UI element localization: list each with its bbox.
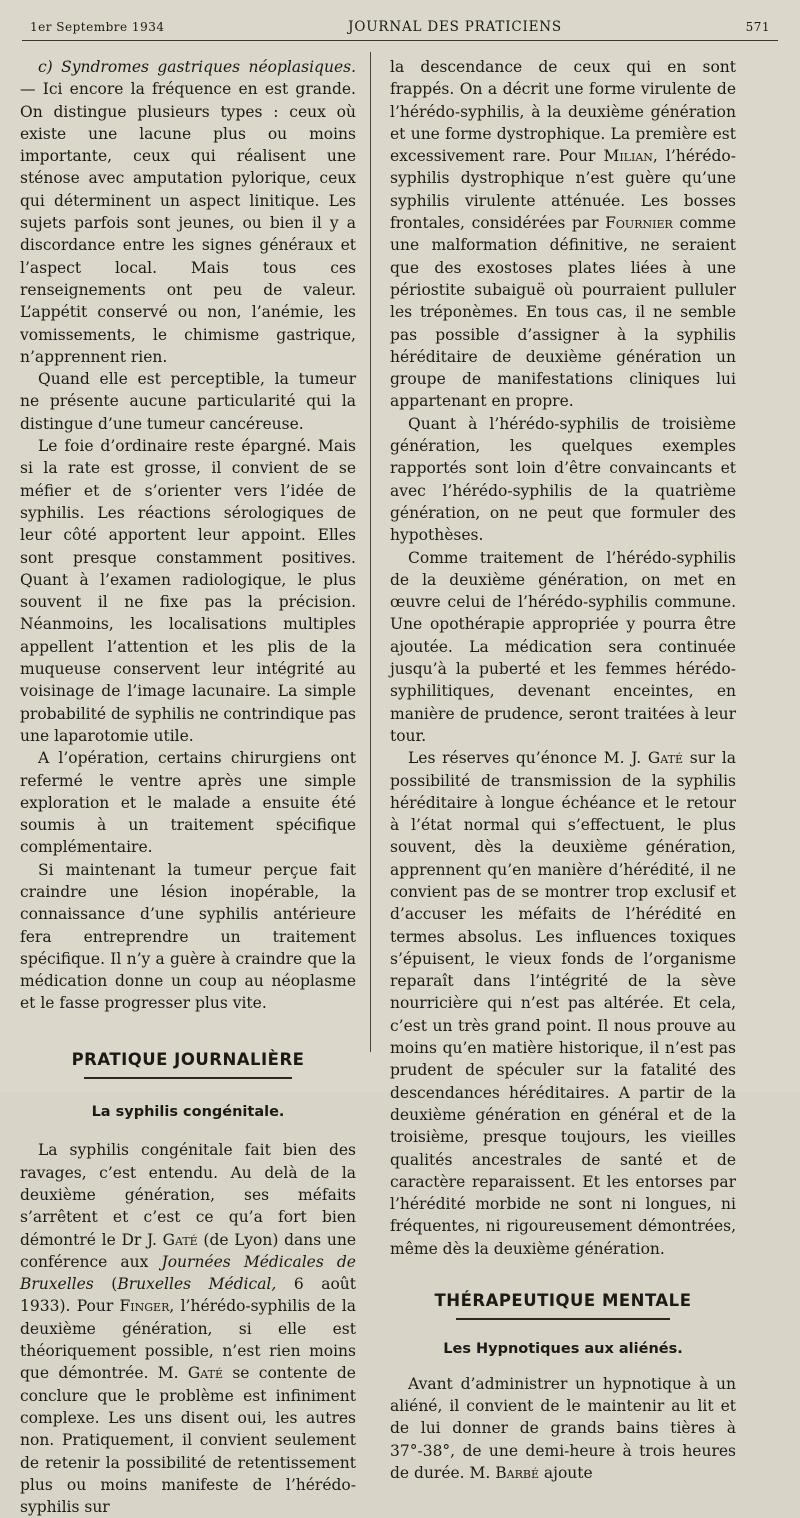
text-run: Avant d’administrer un hypnotique à un aliéné, il convient de le maintenir au lit et de lui donner de grands bains tières à 37°-38°, de une demi-heure à trois heures de durée. M. (390, 1374, 736, 1482)
text-run: , l’hérédo-syphilis de la deuxième génération, si elle est théoriquement possible, n’est rien moins que démontrée. M. (20, 1297, 356, 1383)
text-run: , l’hérédo-syphilis dystrophique n’est guère qu’une syphilis virulente atténuée. Les bosses frontales, considérées par (390, 147, 736, 233)
text-run: la descendance de ceux qui en sont frappés. On a décrit une forme virulente de l’hérédo-syphilis, à la deuxième génération et une forme dystrophique. La première est excessivement rare. Pour (390, 58, 736, 166)
author-name: Fournier (605, 214, 673, 233)
text-run: comme une malformation définitive, ne seraient que des exostoses plates liées à une périostite subaiguë où pourraient pulluler les tréponèmes. En tous cas, il ne semble pas possible d’assigner à la syphilis héréditaire de deuxième génération un groupe de manifestations cliniques lui appartenant en propre. (390, 214, 736, 411)
left-column (20, 56, 356, 1518)
paragraph (20, 56, 356, 368)
paragraph (20, 1139, 356, 1518)
section-title-therapeutique: THÉRAPEUTIQUE MENTALE (434, 1291, 692, 1311)
journal-reference: Journées Médicales de Bruxelles (20, 1252, 356, 1294)
column-divider (370, 52, 371, 1052)
paragraph: Quand elle est perceptible, la tumeur ne présente aucune particularité qui la distingue d’une tumeur cancéreuse. (20, 370, 356, 433)
author-name: Milian (603, 147, 653, 166)
header-page-number: 571 (745, 20, 770, 34)
author-name: Gaté (187, 1364, 223, 1383)
inline-heading: c) Syndromes gastriques néoplasiques. (38, 58, 356, 76)
header-journal-title: JOURNAL DES PRATICIENS (348, 19, 562, 35)
text-run: se contente de conclure que le problème est infiniment complexe. Les uns disent oui, les autres non. Pratiquement, il convient seulement de retenir la possibilité de retentissement plus ou moins manifeste de l’hérédo-syphilis sur (20, 1364, 356, 1517)
paragraph: A l’opération, certains chirurgiens ont refermé le ventre après une simple exploration et le malade a ensuite été soumis à un traitement spécifique complémentaire. (20, 749, 356, 857)
author-name: Barbé (495, 1463, 539, 1482)
paragraph (390, 1373, 736, 1484)
text-run: (de Lyon) dans une conférence aux (20, 1230, 357, 1271)
text-run: sur la possibilité de transmission de la syphilis héréditaire à longue échéance et le retour à l’état normal qui s’effectuent, le plus souvent, dès la deuxième génération, apprennent qu’en manière d’hérédité, il ne convient pas de se montrer trop exclusif et d’accuser les méfaits de l’hérédité en termes absolus. Les influences toxiques s’épuisent, le vieux fonds de l’organisme reparaît dans l’intégrité de la sève nourricière qui n’est pas altérée. Et cela, c’est un très grand point. Il nous prouve au moins qu’en matière historique, il n’est pas prudent de spéculer sur la fatalité des descendances héréditaires. A partir de la deuxième génération en général et de la troisième, presque toujours, les vieilles qualités ancestrales de santé et de caractère reparaissent. Et les entorses par l’hérédité morbide ne sont ni longues, ni fréquentes, ni rigoureusement démontrées, même dès la deuxième génération. (390, 749, 736, 1258)
page-header (30, 14, 770, 40)
text-run: ( (93, 1275, 118, 1294)
text-run: Les réserves qu’énonce M. J. (408, 749, 648, 768)
text-run: ajoute (539, 1463, 593, 1482)
section-title-pratique: PRATIQUE JOURNALIÈRE (71, 1049, 305, 1069)
text-run: La syphilis congénitale fait bien des ravages, c’est entendu. Au delà de la deuxième génération, ses méfaits s’arrêtent et c’est ce qu’a fort bien démontré le Dr J. (20, 1141, 356, 1249)
paragraph-text: — Ici encore la fréquence en est grande. On distingue plusieurs types : ceux où existe une lacune plus ou moins importante, ceux qui réalisent une sténose avec amputation pylorique, ceux qui déterminent un aspect linitique. Les sujets parfois sont jeunes, ou bien il y a discordance entre les signes généraux et l’aspect local. Mais tous ces renseignements ont peu de valeur. L’appétit conservé ou non, l’anémie, les vomissements, le chimisme gastrique, n’apprennent rien. (20, 80, 356, 366)
author-name: Gaté (162, 1230, 198, 1249)
header-rule (22, 40, 778, 41)
article-title-hypnotiques: Les Hypnotiques aux aliénés. (443, 1341, 683, 1358)
right-column (390, 56, 736, 1484)
paragraph: Quant à l’hérédo-syphilis de troisième génération, les quelques exemples rapportés sont loin d’être convaincants et avec l’hérédo-syphilis de la quatrième génération, on ne peut que formuler des hypothèses. (390, 414, 736, 545)
header-date: 1er Septembre 1934 (30, 20, 165, 34)
paragraph: Si maintenant la tumeur perçue fait craindre une lésion inopérable, la connaissance d’une syphilis antérieure fera entreprendre un traitement spécifique. Il n’y a guère à craindre que la médication donne un coup au néoplasme et le fasse progresser plus vite. (20, 860, 356, 1013)
paragraph: Le foie d’ordinaire reste épargné. Mais si la rate est grosse, il convient de se méfier et de s’orienter vers l’idée de syphilis. Les réactions sérologiques de leur côté apportent leur appoint. Elles sont presque constamment positives. Quant à l’examen radiologique, le plus souvent il ne fixe pas la précision. Néanmoins, les localisations multiples appellent l’attention et les plis de la muqueuse conservent leur intégrité au voisinage de l’image lacunaire. La simple probabilité de syphilis ne contrindique pas une laparotomie utile. (20, 437, 356, 745)
text-run: 6 août 1933). Pour (20, 1275, 357, 1316)
article-title-syphilis: La syphilis congénitale. (91, 1104, 285, 1121)
author-name: Gaté (647, 749, 684, 768)
author-name: Finger (119, 1297, 170, 1316)
journal-reference: Bruxelles Médical, (117, 1275, 277, 1294)
paragraph (390, 56, 736, 413)
paragraph (390, 747, 736, 1260)
paragraph: Comme traitement de l’hérédo-syphilis de la deuxième génération, on met en œuvre celui de l’hérédo-syphilis commune. Une opothérapie appropriée y pourra être ajoutée. La médication sera continuée jusqu’à la puberté et les femmes hérédo-syphilitiques, devenant enceintes, en manière de prudence, seront traitées à leur tour. (390, 548, 736, 745)
